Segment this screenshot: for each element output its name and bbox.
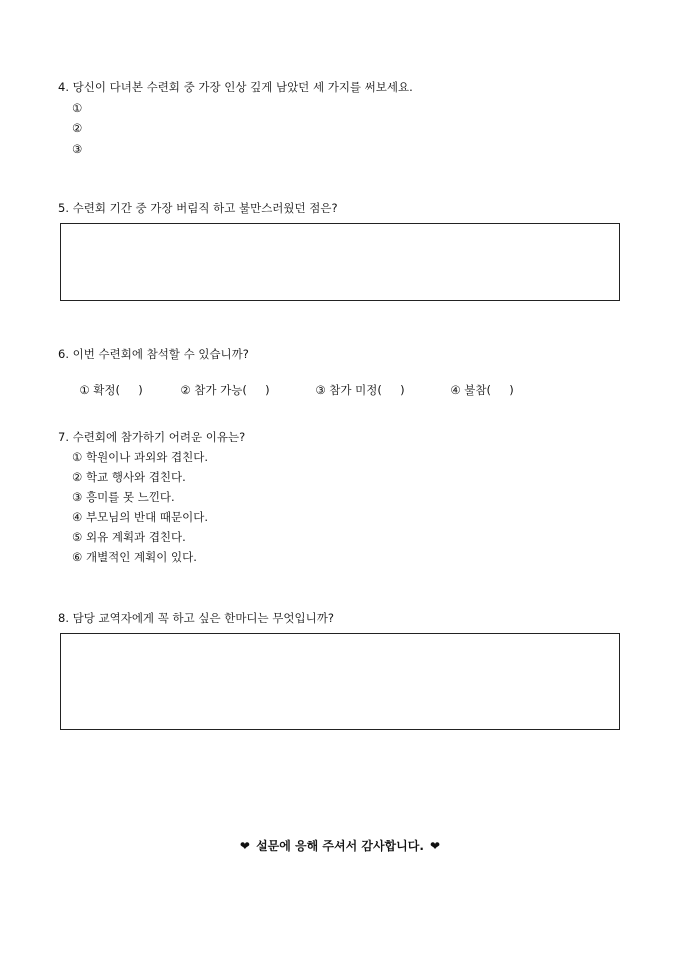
q6-question: 6. 이번 수련회에 참석할 수 있습니까? [58, 347, 249, 361]
heart-icon: ❤ [430, 839, 441, 853]
q6-option-2: ② 참가 가능( ) [180, 383, 270, 397]
q7-option-3: ③ 흥미를 못 느낀다. [72, 490, 175, 504]
q7-option-2: ② 학교 행사와 겹친다. [72, 470, 186, 484]
q4-answer-3: ③ [72, 142, 83, 156]
q7-option-6: ⑥ 개별적인 계획이 있다. [72, 550, 197, 564]
closing-message [0, 838, 680, 854]
q7-option-5: ⑤ 외유 계획과 겹친다. [72, 530, 186, 544]
q8-question: 8. 담당 교역자에게 꼭 하고 싶은 한마디는 무엇입니까? [58, 611, 334, 625]
q6-option-4: ④ 불참( ) [450, 383, 514, 397]
q7-option-1: ① 학원이나 과외와 겹친다. [72, 450, 209, 464]
q4-answer-2: ② [72, 121, 83, 135]
q5-question: 5. 수련회 기간 중 가장 버림직 하고 불만스러웠던 점은? [58, 201, 338, 215]
q4-answer-1: ① [72, 101, 83, 115]
q7-question: 7. 수련회에 참가하기 어려운 이유는? [58, 430, 246, 444]
q6-option-1: ① 확정( ) [79, 383, 143, 397]
q7-option-4: ④ 부모님의 반대 때문이다. [72, 510, 209, 524]
closing-text: 설문에 응해 주셔서 감사합니다. [256, 839, 424, 853]
q5-answer-box[interactable] [60, 223, 620, 301]
heart-icon: ❤ [239, 839, 250, 853]
q4-question: 4. 당신이 다녀본 수련회 중 가장 인상 깊게 남았던 세 가지를 써보세요. [58, 80, 413, 94]
q6-options [72, 369, 514, 397]
q8-answer-box[interactable] [60, 633, 620, 730]
q6-option-3: ③ 참가 미정( ) [315, 383, 405, 397]
